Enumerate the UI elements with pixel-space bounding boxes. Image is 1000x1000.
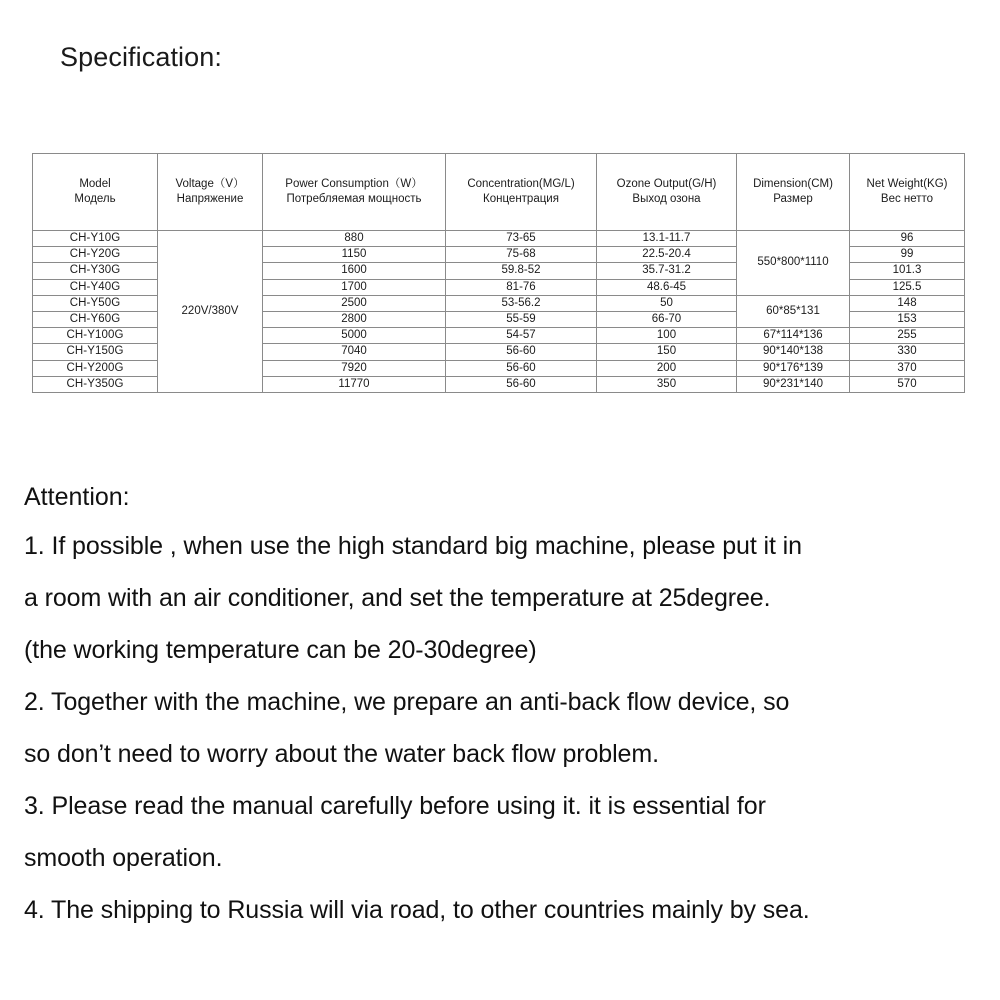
cell-concentration: 55-59	[446, 312, 597, 328]
column-header-model	[33, 154, 158, 231]
attention-line: smooth operation.	[24, 844, 223, 872]
cell-net-weight: 153	[850, 312, 965, 328]
column-header-power-consumption-ru: Потребляемая мощность	[286, 193, 422, 205]
cell-model: CH-Y100G	[33, 328, 158, 344]
column-header-concentration	[446, 154, 597, 231]
cell-ozone-output: 35.7-31.2	[597, 263, 737, 279]
cell-concentration: 56-60	[446, 344, 597, 360]
cell-net-weight: 148	[850, 295, 965, 311]
column-header-net-weight-ru: Вес нетто	[880, 193, 934, 205]
cell-net-weight: 370	[850, 360, 965, 376]
cell-net-weight: 570	[850, 376, 965, 392]
column-header-model-en: Model	[79, 178, 111, 190]
attention-line: 3. Please read the manual carefully before using it. it is essential for	[24, 792, 766, 820]
cell-ozone-output: 200	[597, 360, 737, 376]
column-header-power-consumption	[263, 154, 446, 231]
cell-model: CH-Y20G	[33, 247, 158, 263]
table-row	[33, 231, 965, 247]
cell-power-consumption: 5000	[263, 328, 446, 344]
cell-concentration: 56-60	[446, 360, 597, 376]
cell-dimension: 550*800*1110	[737, 231, 850, 296]
cell-net-weight: 99	[850, 247, 965, 263]
attention-section	[24, 474, 984, 936]
cell-concentration: 73-65	[446, 231, 597, 247]
cell-power-consumption: 7040	[263, 344, 446, 360]
cell-power-consumption: 11770	[263, 376, 446, 392]
cell-concentration: 75-68	[446, 247, 597, 263]
attention-line: 2. Together with the machine, we prepare an anti-back flow device, so	[24, 688, 790, 716]
cell-model: CH-Y30G	[33, 263, 158, 279]
specification-table-container	[32, 153, 964, 393]
column-header-net-weight-en: Net Weight(KG)	[866, 178, 948, 190]
cell-net-weight: 96	[850, 231, 965, 247]
page-title: Specification:	[60, 42, 222, 72]
cell-ozone-output: 48.6-45	[597, 279, 737, 295]
cell-concentration: 81-76	[446, 279, 597, 295]
attention-lines	[24, 520, 984, 936]
cell-net-weight: 101.3	[850, 263, 965, 279]
cell-model: CH-Y40G	[33, 279, 158, 295]
column-header-concentration-ru: Концентрация	[483, 193, 559, 205]
cell-net-weight: 255	[850, 328, 965, 344]
column-header-ozone-output	[597, 154, 737, 231]
attention-line: 4. The shipping to Russia will via road, to other countries mainly by sea.	[24, 896, 810, 924]
specification-table	[32, 153, 965, 393]
cell-net-weight: 330	[850, 344, 965, 360]
cell-power-consumption: 880	[263, 231, 446, 247]
column-header-concentration-en: Concentration(MG/L)	[467, 178, 575, 190]
cell-power-consumption: 1700	[263, 279, 446, 295]
cell-power-consumption: 7920	[263, 360, 446, 376]
cell-model: CH-Y350G	[33, 376, 158, 392]
cell-power-consumption: 2500	[263, 295, 446, 311]
cell-concentration: 56-60	[446, 376, 597, 392]
attention-line: (the working temperature can be 20-30degree)	[24, 636, 537, 664]
cell-ozone-output: 50	[597, 295, 737, 311]
attention-line: so don’t need to worry about the water back flow problem.	[24, 740, 659, 768]
column-header-dimension	[737, 154, 850, 231]
cell-ozone-output: 100	[597, 328, 737, 344]
column-header-voltage	[158, 154, 263, 231]
cell-model: CH-Y50G	[33, 295, 158, 311]
cell-dimension: 67*114*136	[737, 328, 850, 344]
cell-dimension: 90*176*139	[737, 360, 850, 376]
cell-power-consumption: 2800	[263, 312, 446, 328]
column-header-net-weight	[850, 154, 965, 231]
column-header-dimension-en: Dimension(CM)	[753, 178, 833, 190]
table-body	[33, 231, 965, 393]
column-header-ozone-output-en: Ozone Output(G/H)	[616, 178, 717, 190]
cell-model: CH-Y200G	[33, 360, 158, 376]
cell-concentration: 54-57	[446, 328, 597, 344]
cell-model: CH-Y10G	[33, 231, 158, 247]
cell-dimension: 60*85*131	[737, 295, 850, 327]
cell-power-consumption: 1150	[263, 247, 446, 263]
cell-power-consumption: 1600	[263, 263, 446, 279]
attention-line: a room with an air conditioner, and set the temperature at 25degree.	[24, 584, 771, 612]
cell-voltage: 220V/380V	[158, 231, 263, 393]
column-header-ozone-output-ru: Выход озона	[632, 193, 701, 205]
cell-net-weight: 125.5	[850, 279, 965, 295]
column-header-model-ru: Модель	[74, 193, 116, 205]
column-header-voltage-en: Voltage（V）	[175, 178, 245, 190]
column-header-dimension-ru: Размер	[773, 193, 813, 205]
cell-ozone-output: 13.1-11.7	[597, 231, 737, 247]
cell-dimension: 90*140*138	[737, 344, 850, 360]
cell-ozone-output: 150	[597, 344, 737, 360]
cell-ozone-output: 350	[597, 376, 737, 392]
column-header-power-consumption-en: Power Consumption（W）	[285, 178, 423, 190]
cell-dimension: 90*231*140	[737, 376, 850, 392]
table-header	[33, 154, 965, 231]
cell-ozone-output: 66-70	[597, 312, 737, 328]
cell-model: CH-Y60G	[33, 312, 158, 328]
cell-ozone-output: 22.5-20.4	[597, 247, 737, 263]
cell-concentration: 59.8-52	[446, 263, 597, 279]
attention-line: 1. If possible , when use the high standard big machine, please put it in	[24, 532, 802, 560]
table-header-row	[33, 154, 965, 231]
attention-heading: Attention:	[24, 483, 130, 511]
column-header-voltage-ru: Напряжение	[176, 193, 244, 205]
cell-model: CH-Y150G	[33, 344, 158, 360]
cell-concentration: 53-56.2	[446, 295, 597, 311]
